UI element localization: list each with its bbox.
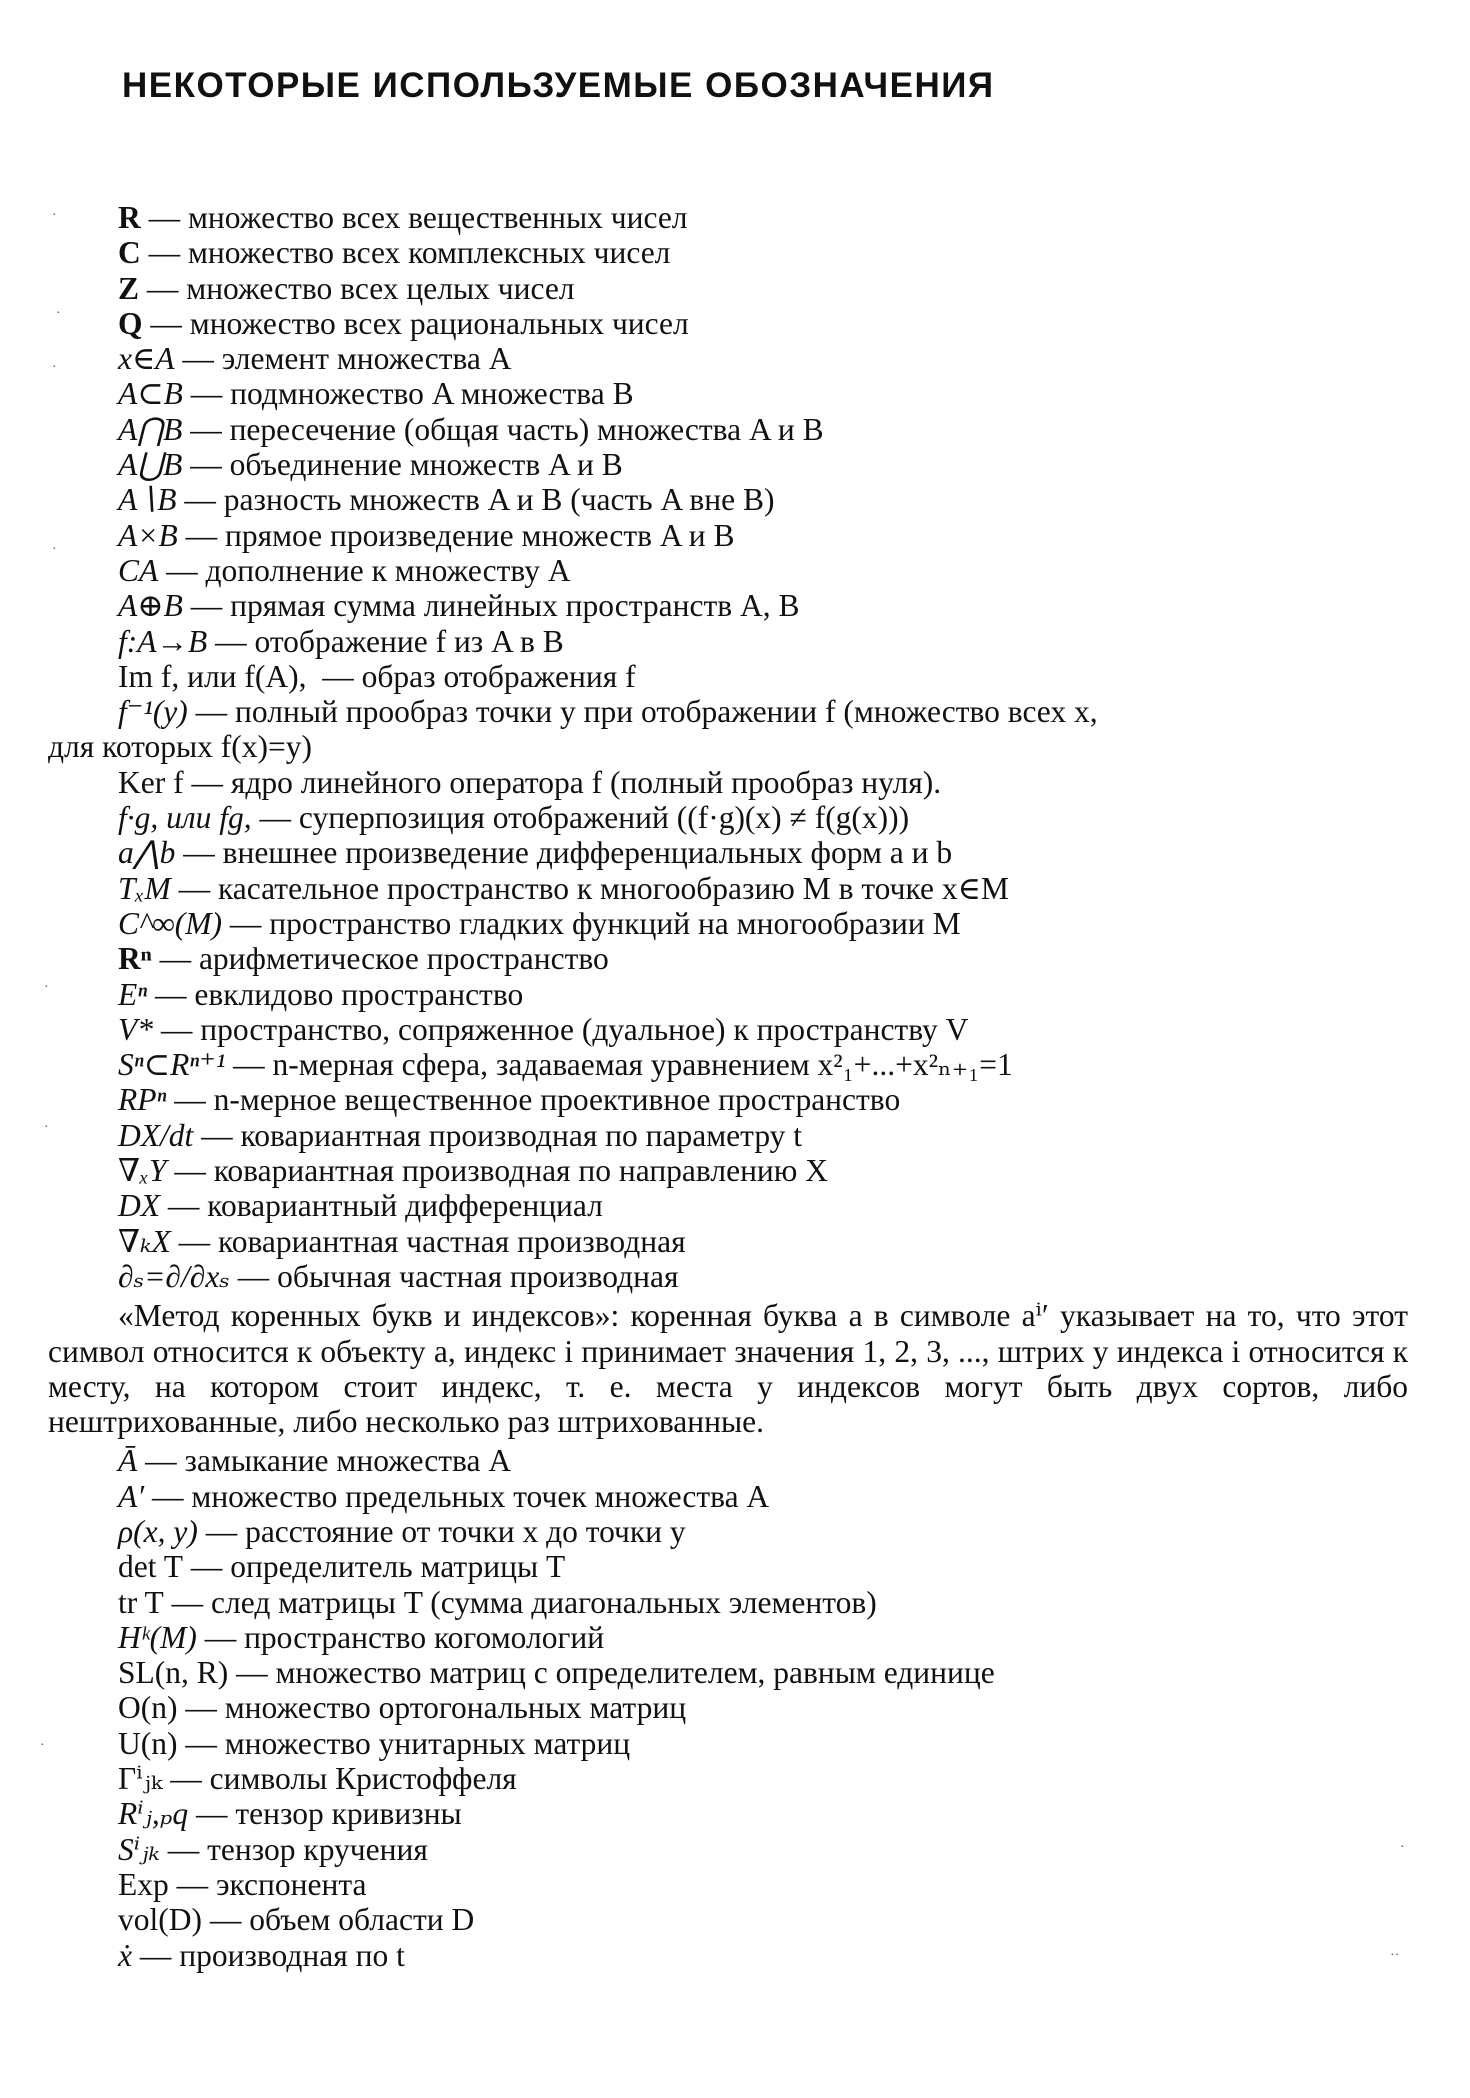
entry-dash: — (167, 1831, 200, 1867)
entry-symbol: Ker f (118, 764, 184, 800)
entry-dash: — (204, 1619, 237, 1655)
notation-entry (0, 1726, 1470, 1761)
entry-symbol: C (118, 235, 141, 271)
entry-description: элемент множества A (221, 341, 512, 377)
method-paragraph: «Метод коренных букв и индексов»: коренная буква a в символе aⁱ′ указывает на то, что этот символ относится к объекту a, индекс i принимает значения 1, 2, 3, ..., штрих у индекса i относится к месту, на котором стоит индекс, т. е. места у индексов могут быть двух сортов, либо нештрихованные, либо несколько раз штрихованные. (48, 1298, 1408, 1440)
entry-dash: — (176, 1866, 209, 1902)
entry-description: объединение множеств A и B (229, 447, 623, 483)
entry-symbol: A∖B (118, 482, 177, 518)
notation-entry (0, 1655, 1470, 1690)
notation-entry (0, 1012, 1470, 1047)
entry-symbol: x∈A (118, 341, 175, 377)
entry-description: разность множеств A и B (часть A вне B) (223, 482, 775, 518)
entry-symbol: Q (118, 305, 143, 341)
notation-entry (0, 977, 1470, 1012)
entry-symbol: U(n) (118, 1725, 178, 1761)
entry-dash: — (150, 305, 182, 341)
entry-dash: — (160, 1011, 193, 1047)
entry-description: ковариантная частная производная (217, 1223, 686, 1259)
notation-entry (0, 1047, 1470, 1082)
entry-dash: — (174, 1082, 206, 1118)
entry-description: производная по t (179, 1937, 405, 1973)
notation-entry (0, 1082, 1470, 1117)
margin-speck: · (52, 542, 57, 557)
entry-description: множество матриц с определителем, равным единице (275, 1655, 995, 1691)
entry-symbol: DX (118, 1188, 160, 1224)
notation-entry (0, 659, 1470, 694)
entry-description: множество всех целых чисел (186, 270, 575, 306)
notation-entry (0, 694, 1470, 729)
entry-description: след матрицы T (сумма диагональных элементов) (211, 1584, 877, 1620)
entry-symbol: f·g, или fg, (118, 800, 252, 836)
notation-entry (0, 1902, 1470, 1937)
page-title: НЕКОТОРЫЕ ИСПОЛЬЗУЕМЫЕ ОБОЗНАЧЕНИЯ (122, 66, 995, 105)
entry-dash: — (152, 1478, 184, 1514)
notation-group-geometry (0, 765, 1470, 1294)
entry-description: прямая сумма линейных пространств A, B (230, 588, 800, 624)
entry-description: касательное пространство к многообразию M в точке x∈M (217, 870, 1009, 906)
notation-entry (0, 1224, 1470, 1259)
entry-dash: — (229, 905, 262, 941)
entry-description: замыкание множества A (184, 1443, 512, 1479)
entry-description: тензор кривизны (235, 1796, 462, 1832)
entry-description: множество унитарных матриц (224, 1725, 631, 1761)
entry-description: n-мерная сфера, задаваемая уравнением x²₁+...+x²ₙ₊₁=1 (272, 1047, 1013, 1083)
entry-dash: — (178, 870, 211, 906)
notation-entry (0, 341, 1470, 376)
entry-symbol: A×B (118, 517, 178, 553)
entry-dash: — (185, 1690, 217, 1726)
entry-symbol: Sⁱⱼₖ (118, 1831, 160, 1867)
entry-description: расстояние от точки x до точки y (245, 1513, 686, 1549)
margin-speck: ·· (1390, 1948, 1400, 1963)
notation-entry (0, 1514, 1470, 1549)
entry-dash: — (190, 411, 222, 447)
entry-symbol: RPⁿ (118, 1082, 167, 1118)
entry-description: объем области D (249, 1902, 475, 1938)
entry-description: ковариантный дифференциал (207, 1188, 603, 1224)
entry-symbol: ρ(x, y) (118, 1513, 198, 1549)
notation-entry (0, 871, 1470, 906)
notation-group-matrices (0, 1443, 1470, 1972)
entry-symbol: CA (118, 552, 159, 588)
entry-symbol: Eⁿ (118, 976, 148, 1012)
entry-dash: — (190, 588, 223, 624)
entry-dash: — (184, 482, 216, 518)
notation-entry (0, 1443, 1470, 1478)
entry-dash: — (237, 1258, 270, 1294)
entry-dash: — (233, 1047, 265, 1083)
notation-entry (0, 906, 1470, 941)
notation-entry (0, 1620, 1470, 1655)
entry-dash: — (139, 1937, 172, 1973)
entry-dash: — (145, 1443, 177, 1479)
notation-entry (0, 1832, 1470, 1867)
entry-symbol: Γⁱⱼₖ (118, 1761, 163, 1797)
entry-symbol: det T (118, 1549, 184, 1585)
entry-symbol: A⋂B (118, 411, 183, 447)
entry-description: обычная частная производная (277, 1258, 679, 1294)
entry-dash: — (174, 1153, 206, 1189)
notation-entry (0, 518, 1470, 553)
notation-entry (0, 800, 1470, 835)
notation-entry (0, 1761, 1470, 1796)
notation-group-sets (0, 200, 1470, 729)
entry-description: пространство когомологий (244, 1619, 605, 1655)
notation-entry (0, 1153, 1470, 1188)
notation-entry (0, 306, 1470, 341)
entry-symbol: Im f, или f(A), (118, 658, 315, 694)
entry-symbol: A⊂B (118, 376, 183, 412)
entry-dash: — (215, 623, 247, 659)
entry-dash: — (205, 1513, 238, 1549)
entry-dash: — (148, 200, 181, 235)
entry-description: тензор кручения (207, 1831, 428, 1867)
entry-description: множество всех комплексных чисел (188, 235, 671, 271)
notation-entry (0, 482, 1470, 517)
notation-entry (0, 1690, 1470, 1725)
entry-description: множество ортогональных матриц (224, 1690, 687, 1726)
entry-description: отображение f из A в B (254, 623, 564, 659)
entry-description: полный прообраз точки y при отображении f (множество всех x, (235, 694, 1098, 730)
entry-description: дополнение к множеству A (205, 552, 571, 588)
notation-entry (0, 1867, 1470, 1902)
entry-dash: — (166, 552, 198, 588)
entry-description: подмножество A множества B (230, 376, 634, 412)
entry-dash: — (148, 235, 181, 271)
notation-entry (0, 1585, 1470, 1620)
notation-entry (0, 447, 1470, 482)
notation-entry (0, 1188, 1470, 1223)
entry-description: определитель матрицы T (230, 1549, 566, 1585)
notation-entry (0, 235, 1470, 270)
margin-speck: · (1400, 1840, 1405, 1855)
entry-dash: — (236, 1655, 268, 1691)
entry-dash: — (196, 1796, 228, 1832)
notation-entry (0, 835, 1470, 870)
notation-entry (0, 941, 1470, 976)
entry-dash: — (178, 1223, 211, 1259)
entry-symbol: A′ (118, 1478, 145, 1514)
entry-symbol: O(n) (118, 1690, 178, 1726)
entry-dash: — (167, 1188, 200, 1224)
entry-symbol: Rⁱⱼ,ₚq (118, 1796, 189, 1832)
notation-entry (0, 1259, 1470, 1294)
margin-speck: · (56, 306, 61, 321)
continuation-line: для которых f(x)=y) (48, 729, 313, 765)
entry-dash: — (146, 270, 179, 306)
margin-speck: · (44, 1120, 49, 1135)
margin-speck: · (40, 1738, 45, 1753)
entry-symbol: ∂ₛ=∂/∂xₛ (118, 1258, 230, 1294)
entry-dash: — (190, 1549, 223, 1585)
entry-dash: — (195, 694, 228, 730)
entry-symbol: f⁻¹(y) (118, 694, 188, 730)
entry-dash: — (170, 1761, 202, 1797)
notation-list (0, 200, 1470, 1973)
notation-entry (0, 1549, 1470, 1584)
entry-symbol: vol(D) (118, 1902, 202, 1938)
entry-description: суперпозиция отображений ((f·g)(x) ≠ f(g(x))) (298, 800, 910, 836)
notation-entry (0, 553, 1470, 588)
notation-entry (0, 765, 1470, 800)
notation-entry (0, 624, 1470, 659)
entry-symbol: C^∞(M) (118, 905, 222, 941)
entry-dash: — (155, 976, 187, 1012)
entry-symbol: A⋃B (118, 447, 183, 483)
entry-symbol: ∇ₓY (118, 1153, 167, 1189)
margin-speck: · (44, 980, 49, 995)
entry-symbol: Rⁿ (118, 941, 152, 977)
entry-description: арифметическое пространство (198, 941, 609, 977)
entry-dash: — (259, 800, 291, 836)
entry-symbol: DX/dt (118, 1117, 194, 1153)
entry-dash: — (159, 941, 192, 977)
entry-symbol: R (118, 200, 141, 235)
entry-symbol: Z (118, 270, 140, 306)
entry-symbol: Hᵏ(M) (118, 1619, 197, 1655)
entry-description: экспонента (216, 1866, 367, 1902)
entry-description: пространство гладких функций на многообразии M (269, 905, 961, 941)
notation-entry (0, 412, 1470, 447)
entry-symbol: A⊕B (118, 588, 183, 624)
entry-dash: — (201, 1117, 233, 1153)
entry-description: n-мерное вещественное проективное пространство (213, 1082, 901, 1118)
entry-description: ковариантная производная по параметру t (240, 1117, 803, 1153)
entry-symbol: TₓM (118, 870, 171, 906)
entry-description: множество предельных точек множества A (191, 1478, 770, 1514)
entry-dash: — (185, 1725, 217, 1761)
entry-description: символы Кристоффеля (209, 1761, 517, 1797)
notation-entry (0, 200, 1470, 235)
entry-symbol: V* (118, 1011, 153, 1047)
entry-dash: — (183, 835, 215, 871)
entry-symbol: ẋ (118, 1937, 132, 1973)
notation-entry (0, 588, 1470, 623)
entry-description: пространство, сопряженное (дуальное) к пространству V (200, 1011, 969, 1047)
entry-description: ядро линейного оператора f (полный прообраз нуля). (230, 764, 942, 800)
entry-description: множество всех вещественных чисел (188, 200, 688, 235)
entry-symbol: Ā (118, 1443, 138, 1479)
notation-entry (0, 1938, 1470, 1973)
notation-entry (0, 376, 1470, 411)
entry-symbol: Exp (118, 1866, 169, 1902)
entry-dash: — (185, 517, 218, 553)
entry-dash: — (171, 1584, 204, 1620)
entry-symbol: Sⁿ⊂Rⁿ⁺¹ (118, 1047, 226, 1083)
entry-dash: — (182, 341, 214, 377)
entry-symbol: SL(n, R) (118, 1655, 229, 1691)
margin-speck: · (52, 208, 57, 223)
notation-entry (0, 1118, 1470, 1153)
entry-dash: — (209, 1902, 242, 1938)
entry-description: пересечение (общая часть) множества A и B (229, 411, 824, 447)
entry-symbol: tr T (118, 1584, 164, 1620)
entry-dash: — (191, 764, 223, 800)
entry-description: множество всех рациональных чисел (189, 305, 689, 341)
entry-description: образ отображения f (361, 658, 636, 694)
notation-entry (0, 271, 1470, 306)
entry-description: внешнее произведение дифференциальных форм a и b (222, 835, 953, 871)
entry-description: прямое произведение множеств A и B (225, 517, 735, 553)
notation-entry (0, 1479, 1470, 1514)
entry-description: ковариантная производная по направлению X (213, 1153, 828, 1189)
entry-dash: — (190, 376, 223, 412)
entry-symbol: f:A→B (118, 623, 208, 659)
entry-dash: — (322, 658, 354, 694)
entry-symbol: a⋀b (118, 835, 176, 871)
notation-entry (0, 1796, 1470, 1831)
entry-symbol: ∇ₖX (118, 1223, 171, 1259)
entry-dash: — (190, 447, 222, 483)
entry-description: евклидово пространство (194, 976, 524, 1012)
margin-speck: · (52, 360, 57, 375)
